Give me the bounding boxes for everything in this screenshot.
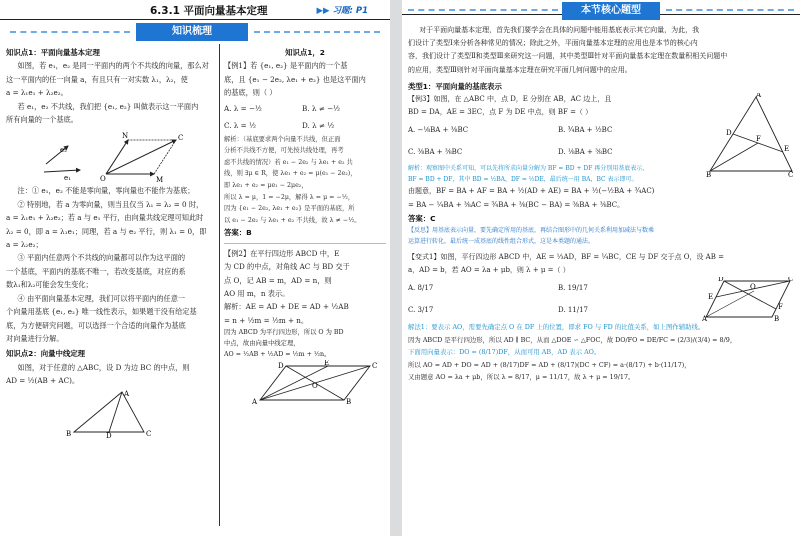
section-banner: 本节核心题型 <box>562 2 660 20</box>
svg-text:E: E <box>324 360 330 368</box>
right-main-column <box>408 24 796 383</box>
ex3-option-b[interactable]: B. ¾BA + ½BC <box>558 126 613 135</box>
sol1-line: 线，则 ∃μ ∈ R，使 λe₁ + e₂ = μ(e₁ − 2e₂)， <box>224 170 357 178</box>
kp1-note: ③ 平面内任意两个不共线的向量都可以作为这平面的 <box>17 253 186 263</box>
svg-text:O: O <box>312 382 318 391</box>
svg-text:O: O <box>750 283 756 292</box>
var1-sol: 下面用向量表示：DO = (8/17)DF，从而可用 AB，AD 表示 AO。 <box>408 348 601 357</box>
kp1-line: 若 e₁，e₂ 不共线，我们把 {e₁, e₂} 叫做表示这一平面内 <box>17 101 199 111</box>
sol2-line: 中点，故由向量中线定理， <box>224 340 300 348</box>
svg-text:B: B <box>706 171 712 178</box>
svg-text:D: D <box>718 277 724 284</box>
svg-text:E: E <box>708 293 714 302</box>
kp1-note: a = λ₁e₁ + λ₂e₂；若 a 与 e₁ 平行，由向量共线定理可知此时 <box>6 213 204 223</box>
ex2-line: 【例2】在平行四边形 ABCD 中，E <box>224 248 340 258</box>
ex2-line: 为 CD 的中点，对角线 AC 与 BD 交于 <box>224 262 350 272</box>
var1-option-d[interactable]: D. 11/17 <box>558 306 588 315</box>
svg-text:N: N <box>122 132 129 141</box>
ex3-calc: = BA − ¼BA + ⅜AC = ¾BA + ⅜(BC − BA) = ⅜BA + ⅜BC。 <box>408 200 625 209</box>
sol2-line: 因为 ABCD 为平行四边形，所以 O 为 BD <box>224 329 344 337</box>
var1-sol: 解法1：要表示 AO，需要先确定点 O 在 DF 上的位置，即求 FO 与 FD 的比值关系，如上图作辅助线。 <box>408 323 705 332</box>
exercise-link[interactable]: ▶▶ 习题: P1 <box>316 6 368 16</box>
kp1-line: 所有向量的一个基底。 <box>6 115 78 125</box>
answer1: 答案：B <box>224 228 252 238</box>
svg-text:C: C <box>372 362 378 371</box>
var1-line: a，AD = b，若 AO = λa + μb，则 λ + μ =（ ） <box>408 266 570 275</box>
var1-option-c[interactable]: C. 3/17 <box>408 306 434 315</box>
svg-text:D: D <box>278 362 284 371</box>
sol1-line: 即 λe₁ + e₂ = μe₁ − 2μe₂， <box>224 182 308 189</box>
sol1-line: 所以 λ = μ，1 = −2μ，解得 λ = μ = −½， <box>224 193 355 201</box>
kp2-title: 知识点2：向量中线定理 <box>6 349 86 359</box>
ex3-option-c[interactable]: C. ⅜BA + ⅜BC <box>408 148 463 157</box>
kp2-line: 如图，对于任意的 △ABC，设 D 为边 BC 的中点，则 <box>17 362 190 372</box>
ex1-option-c[interactable]: C. λ = ½ <box>224 120 256 130</box>
ex1-option-a[interactable]: A. λ = −½ <box>224 103 262 113</box>
var1-sol: 因为 ABCD 是平行四边形，所以 AD ∥ BC，从而 △DOE ∽ △FOC，故 DO/FO = DE/FC = (2/3)/(3/4) = 8/9， <box>408 335 737 344</box>
sol2-line: AO = ½AB + ½AD = ½m + ½n。 <box>224 351 331 359</box>
parallelogram-diagram <box>224 360 386 404</box>
kp1-note: 一个基底，平面内的基底不唯一，若改变基底，对应的系 <box>6 266 186 276</box>
ex3-option-a[interactable]: A. −⅛BA + ⅜BC <box>408 126 469 135</box>
svg-text:O: O <box>100 175 106 184</box>
kp1-line: 如图，若 e₁，e₂ 是同一平面内的两个不共线的向量，那么对 <box>17 61 209 71</box>
answer3: 答案：C <box>408 213 436 223</box>
kp2-line: AD = ½(AB + AC)。 <box>6 376 80 386</box>
svg-text:A: A <box>756 93 762 100</box>
sol1-line: 虑不共线的情况）若 e₁ − 2e₂ 与 λe₁ + e₂ 共 <box>224 158 353 166</box>
ex3-line: BD = DA，AE = 3EC，点 F 为 DE 中点，则 BF =（ ） <box>408 108 593 117</box>
ex1-option-b[interactable]: B. λ ≠ −½ <box>302 103 340 113</box>
svg-text:F: F <box>778 303 783 312</box>
ex1-line: 的基底，则（ ） <box>224 88 277 98</box>
kp1-note: 对向量进行分解。 <box>6 333 64 343</box>
svg-text:B: B <box>774 315 780 322</box>
column-divider <box>219 44 220 526</box>
header-rule <box>0 19 390 20</box>
reflect-line: 运算进行转化，最后统一成基底的线性组合形式，这是本类题的通法。 <box>408 238 595 246</box>
page-title: 6.3.1 平面向量基本定理 <box>150 5 268 17</box>
kp1-line: a = λ₁e₁ + λ₂e₂。 <box>6 88 68 98</box>
kp1-title: 知识点1：平面向量基本定理 <box>6 48 100 57</box>
ex3-hint: 解析：观察图中关系可知，可以先将所求向量分解为 BF = BD + DF 再分别用基底表示， <box>408 165 649 173</box>
var1-option-b[interactable]: B. 19/17 <box>558 284 588 293</box>
svg-text:B: B <box>66 429 72 438</box>
svg-text:C: C <box>178 134 184 143</box>
left-page <box>0 0 390 536</box>
kp1-note: ④ 由平面向量基本定理，我们可以将平面内的任意一 <box>17 293 186 303</box>
ex3-hint: BF = BD + DF，其中 BD = ½BA，DF = ½DE，最后统一用 BA，BC 表示即可。 <box>408 176 638 184</box>
ex3-calc: 由题意，BF = BA + AF = BA + ½(AD + AE) = BA + ½(−½BA + ¾AC) <box>408 187 655 196</box>
intro-line: 们设计了类型Ⅰ来分析各种常见的情况；除此之外，平面向量基本定理的应用也是本节的核心内 <box>408 39 698 48</box>
var1-sol: 又由题意 AO = λa + μb，所以 λ = 8/17，μ = 11/17，故 λ + μ = 19/17。 <box>408 373 635 382</box>
ex3-line: 【例3】如图，在 △ABC 中，点 D，E 分别在 AB，AC 边上，且 <box>408 95 612 104</box>
svg-text:E: E <box>784 145 790 154</box>
kp1-note: 注：① e₁，e₂ 不能是零向量，零向量也不能作为基底； <box>17 186 195 196</box>
sol2-line: = n + ½m = ½m + n。 <box>224 315 309 325</box>
type1-title: 类型1：平面向量的基底表示 <box>408 81 502 91</box>
ex2-line: AO 用 m，n 表示。 <box>224 289 290 298</box>
svg-text:D: D <box>726 129 732 138</box>
exercise-label: 习题: P1 <box>332 6 368 16</box>
kp1-note: a = λ₂e₂； <box>6 240 43 250</box>
median-triangle-diagram <box>6 388 215 438</box>
var1-line: 【变式1】如图，平行四边形 ABCD 中，AE = ⅓AD，BF = ¼BC，CE 与 DF 交于点 O，设 AB = <box>408 253 724 262</box>
svg-text:C: C <box>146 429 152 438</box>
svg-text:C: C <box>788 171 794 178</box>
sol2-line: 解析：AE = AD + DE = AD + ½AB <box>224 302 349 312</box>
left-column <box>6 46 215 442</box>
svg-text:A: A <box>252 398 258 405</box>
reflect-line: 【反思】用基底表示向量，要先确定所用的基底，再结合图形中的几何关系利用加减法与数乘 <box>408 227 655 235</box>
kp1-note: 底，为方便研究问题，可以选择一个合适的向量作为基底 <box>6 320 186 330</box>
right-page <box>402 0 800 536</box>
ex1-line: 【例1】若 {e₁, e₂} 是平面内的一个基 <box>224 61 348 71</box>
kp1-note: λ₂ = 0，即 a = λ₁e₁；同理，若 a 与 e₂ 平行，则 λ₁ = 0，即 <box>6 226 207 236</box>
sol1-line: 解析：（基底要求两个向量不共线，但正面 <box>224 135 341 143</box>
banner-dash-right <box>666 9 794 11</box>
svg-text:M: M <box>156 176 164 185</box>
intro-line: 的应用，类型Ⅲ则针对平面向量基本定理在研究平面几何问题中的应用。 <box>408 65 632 74</box>
svg-text:A: A <box>702 315 708 322</box>
sol1-line: 分析不共线不方便，可先按共线处理，再考 <box>224 147 344 155</box>
rc-title: 知识点1，2 <box>285 48 325 57</box>
intro-line: 容，我们设计了类型Ⅱ和类型Ⅲ来研究这一问题，其中类型Ⅲ针对平面向量基本定理在数量积相关问题中 <box>408 52 728 61</box>
sol1-line: 因为 {e₁ − 2e₂, λe₁ + e₂} 是平面的基底，所 <box>224 205 355 213</box>
var1-option-a[interactable]: A. 8/17 <box>408 284 434 293</box>
svg-text:F: F <box>756 135 761 144</box>
sol1-line: 以 e₁ − 2e₂ 与 λe₁ + e₂ 不共线，故 λ ≠ −½。 <box>224 216 361 224</box>
section-banner: 知识梳理 <box>136 23 248 41</box>
ex3-option-d[interactable]: D. ⅛BA + ⅜BC <box>558 148 613 157</box>
right-column <box>224 46 386 409</box>
banner-dash-right <box>254 31 380 33</box>
basis-figure <box>6 126 215 184</box>
svg-text:C: C <box>788 277 794 284</box>
ex1-line: 底，且 {e₁ − 2e₂, λe₁ + e₂} 也是这平面内 <box>224 74 366 84</box>
var1-sol: 所以 AO = AD + DO = AD + (8/17)DF = AD + (8/17)(DC + CF) = a·(8/17) + b·(11/17)， <box>408 360 691 369</box>
banner-dash-left <box>10 31 130 33</box>
kp1-note: 数λ₁和λ₂可能会发生变化； <box>6 280 93 290</box>
kp1-line: 这一平面内的任一向量 a，有且只有一对实数 λ₁，λ₂，使 <box>6 74 188 84</box>
svg-text:A: A <box>124 389 130 398</box>
intro-line: 对于平面向量基本定理，首先我们要学会在具体的问题中能用基底表示其它向量，为此，我 <box>419 26 700 34</box>
svg-text:B: B <box>346 398 352 405</box>
var1-parallelogram-diagram <box>702 277 794 321</box>
ex3-triangle-diagram <box>706 93 796 177</box>
ex1-option-d[interactable]: D. λ ≠ ½ <box>302 120 335 130</box>
svg-text:e₂: e₂ <box>60 146 67 155</box>
svg-text:D: D <box>106 431 112 438</box>
banner-dash-left <box>408 9 558 11</box>
kp1-note: 个向量用基底 {e₁, e₂} 唯一线性表示，如果题干没有给定基 <box>6 307 197 317</box>
ex2-line: 点 O，记 AB = m，AD = n，则 <box>224 275 332 285</box>
svg-text:e₁: e₁ <box>64 174 71 183</box>
basis-vector-diagram <box>6 126 215 184</box>
kp1-note: ② 特别地，若 a 为零向量，则当且仅当 λ₁ = λ₂ = 0 时， <box>17 199 204 209</box>
